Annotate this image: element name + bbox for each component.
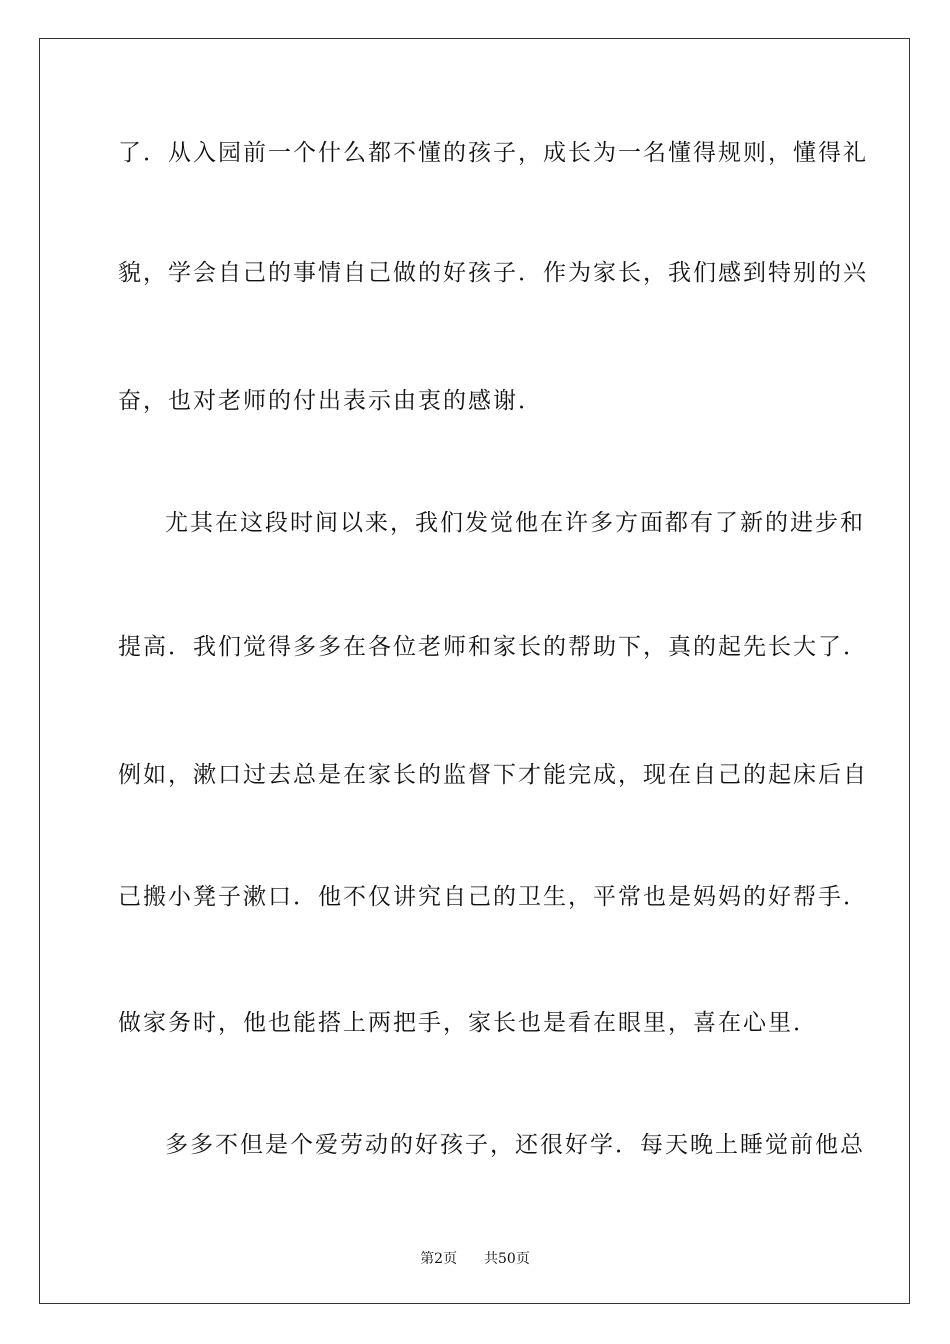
text-line-4: 尤其在这段时间以来，我们发觉他在许多方面都有了新的进步和 xyxy=(165,510,865,536)
text-line-6: 例如，漱口过去总是在家长的监督下才能完成，现在自己的起床后自 xyxy=(118,762,868,788)
page-border xyxy=(39,38,910,1304)
text-line-7: 己搬小凳子漱口．他不仅讲究自己的卫生，平常也是妈妈的好帮手． xyxy=(118,884,868,910)
text-line-2: 貌，学会自己的事情自己做的好孩子．作为家长，我们感到特别的兴 xyxy=(118,260,868,286)
page-number: 第2页 xyxy=(420,1251,458,1267)
page-footer xyxy=(0,1248,950,1268)
text-line-1: 了．从入园前一个什么都不懂的孩子，成长为一名懂得规则，懂得礼 xyxy=(118,140,868,166)
text-line-3: 奋，也对老师的付出表示由衷的感谢． xyxy=(118,388,543,414)
text-line-5: 提高．我们觉得多多在各位老师和家长的帮助下，真的起先长大了． xyxy=(118,634,868,660)
page-total: 共50页 xyxy=(484,1251,530,1267)
text-line-8: 做家务时，他也能搭上两把手，家长也是看在眼里，喜在心里． xyxy=(118,1010,818,1036)
text-line-9: 多多不但是个爱劳动的好孩子，还很好学．每天晚上睡觉前他总 xyxy=(165,1132,865,1158)
